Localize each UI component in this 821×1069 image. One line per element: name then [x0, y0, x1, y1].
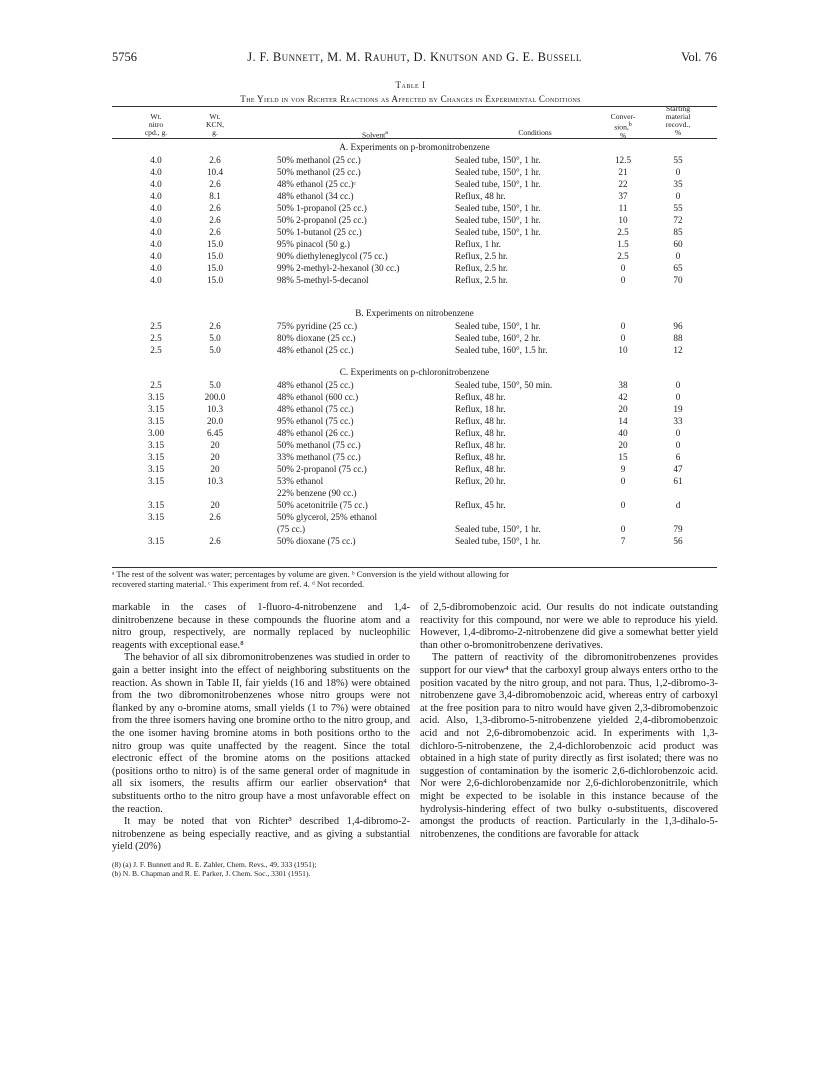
table-row [0, 464, 821, 476]
cell-solvent: 80% dioxane (25 cc.) [277, 333, 356, 343]
cell-conditions: Reflux, 48 hr. [455, 464, 506, 474]
section-title: A. Experiments on p-bromonitrobenzene [339, 142, 490, 152]
cell-solvent: 50% glycerol, 25% ethanol [277, 512, 378, 522]
table-row [0, 404, 821, 416]
table-title: The Yield in von Richter Reactions as Affected by Changes in Experimental Conditions [240, 94, 581, 104]
col-header-nitro: Wt. nitro cpd., g. [144, 112, 168, 137]
cell-recovered: 60 [673, 239, 683, 249]
cell-kcn: 20 [210, 452, 220, 462]
cell-conversion: 9 [620, 464, 626, 474]
cell-kcn: 20 [210, 440, 220, 450]
cell-recovered: 0 [675, 191, 681, 201]
cell-recovered: 12 [673, 345, 683, 355]
cell-nitro: 2.5 [150, 333, 162, 343]
cell-nitro: 4.0 [150, 191, 162, 201]
cell-nitro: 3.15 [147, 464, 165, 474]
cell-kcn: 5.0 [209, 345, 221, 355]
table-row [0, 191, 821, 203]
cell-conditions: Sealed tube, 150°, 1 hr. [455, 167, 541, 177]
table-row [0, 500, 821, 512]
table-row [0, 452, 821, 464]
cell-conditions: Reflux, 2.5 hr. [455, 263, 508, 273]
table-label: Table I [395, 80, 426, 90]
cell-kcn: 15.0 [206, 263, 224, 273]
cell-kcn: 2.6 [209, 227, 221, 237]
cell-nitro: 3.15 [147, 500, 165, 510]
cell-conditions: Reflux, 48 hr. [455, 416, 506, 426]
table-row [0, 227, 821, 239]
table-row [0, 524, 821, 536]
cell-recovered: 55 [673, 203, 683, 213]
cell-solvent: 48% ethanol (26 cc.) [277, 428, 354, 438]
cell-recovered: 19 [673, 404, 683, 414]
cell-conversion: 22 [618, 179, 628, 189]
table-row [0, 155, 821, 167]
cell-recovered: 70 [673, 275, 683, 285]
cell-kcn: 10.3 [206, 476, 224, 486]
cell-conversion: 0 [620, 476, 626, 486]
cell-conversion: 1.5 [617, 239, 629, 249]
cell-solvent: 50% methanol (75 cc.) [277, 440, 361, 450]
cell-conditions: Sealed tube, 150°, 1 hr. [455, 536, 541, 546]
cell-nitro: 4.0 [150, 227, 162, 237]
col-header-recovered: Starting material recovd., % [665, 104, 691, 137]
paragraph: The pattern of reactivity of the dibromonitrobenzenes provides support for our view⁴ that the carboxyl group always enters ortho to the position vacated by the nitro group, and not para. Thus, 1,2-dibromo-3-nitrobenzene gave 3,4-dibromobenzoic acid, whereas entry of carboxyl at the free position para to nitro would have given 2,3-dibromobenzoic acid. Also, 1,3-dibromo-5-nitrobenzene yielded 2,4-dibromobenzoic acid and not 2,6-dibromobenzoic acid. In experiments with 1,3-dichloro-5-nitrobenzene, the 2,4-dichlorobenzoic acid product was obtained in a high state of purity directly as first isolated; there was no suggestion of contamination by the isomeric 2,6-dichlorobenzoic acid. Nor were 2,6-dichlorobenzamide nor 2,6-dichlorobenzonitrile, which might be expected to be isolable in this instance because of the hydrolysis-hindering effect of two bulky o-substituents, discovered amongst the products of reaction. Particularly in the 1,3-dihalo-5-nitrobenzenes, the conditions are favorable for attack [420, 652, 718, 840]
cell-conversion: 10 [618, 345, 628, 355]
cell-conditions: Reflux, 48 hr. [455, 392, 506, 402]
cell-conditions: Sealed tube, 160°, 1.5 hr. [455, 345, 548, 355]
cell-solvent: 22% benzene (90 cc.) [277, 488, 357, 498]
volume-label: Vol. 76 [681, 50, 717, 64]
cell-conversion: 20 [618, 440, 628, 450]
cell-solvent: 75% pyridine (25 cc.) [277, 321, 358, 331]
header-rule [112, 138, 717, 139]
cell-kcn: 2.6 [209, 321, 221, 331]
cell-recovered: 55 [673, 155, 683, 165]
cell-conversion: 37 [618, 191, 628, 201]
paragraph: The behavior of all six dibromonitrobenzenes was studied in order to gain a better insight into the effect of neighboring substituents on the reaction. As shown in Table II, fair yields (16 and 18%) were obtained from the two dibromonitrobenzenes whose nitro groups were not flanked by any o-bromine atoms, small yields (1 to 7%) were obtained from the three isomers having one bromine ortho to the nitro group, and the one isomer having bromine atoms in both positions ortho to the nitro group was quite unaffected by the reagent. Since the total electronic effect of the bromine atoms on the positions attacked (positions ortho to nitro) is of the same general order of magnitude in all six isomers, the results affirm our earlier observation⁴ that substituents ortho to the nitro group have a most unfavorable effect on the reaction. [112, 652, 410, 815]
cell-nitro: 2.5 [150, 380, 162, 390]
cell-kcn: 8.1 [209, 191, 221, 201]
cell-solvent: 50% acetonitrile (75 cc.) [277, 500, 368, 510]
table-row [0, 345, 821, 357]
cell-conversion: 11 [618, 203, 628, 213]
cell-conditions: Reflux, 2.5 hr. [455, 275, 508, 285]
cell-nitro: 4.0 [150, 215, 162, 225]
cell-nitro: 3.15 [147, 476, 165, 486]
cell-conversion: 0 [620, 524, 626, 534]
cell-kcn: 6.45 [206, 428, 224, 438]
cell-solvent: 48% ethanol (75 cc.) [277, 404, 354, 414]
cell-solvent: 48% ethanol (25 cc.) [277, 345, 354, 355]
cell-recovered: d [675, 500, 681, 510]
cell-nitro: 4.0 [150, 275, 162, 285]
cell-recovered: 47 [673, 464, 683, 474]
cell-nitro: 4.0 [150, 251, 162, 261]
cell-recovered: 65 [673, 263, 683, 273]
table-row [0, 333, 821, 345]
cell-kcn: 2.6 [209, 215, 221, 225]
page-number: 5756 [112, 50, 137, 64]
cell-conversion: 42 [618, 392, 628, 402]
table-row [0, 275, 821, 287]
cell-conditions: Sealed tube, 150°, 1 hr. [455, 179, 541, 189]
cell-solvent: 95% ethanol (75 cc.) [277, 416, 354, 426]
cell-solvent: 95% pinacol (50 g.) [277, 239, 350, 249]
table-row [0, 167, 821, 179]
cell-solvent: 50% 1-propanol (25 cc.) [277, 203, 367, 213]
col-header-solvent: Solvent$^a$ [362, 130, 388, 140]
cell-nitro: 3.15 [147, 452, 165, 462]
cell-solvent: 48% ethanol (25 cc.) [277, 380, 354, 390]
cell-conversion: 14 [618, 416, 628, 426]
cell-nitro: 2.5 [150, 321, 162, 331]
author-line: J. F. Bunnett, M. M. Rauhut, D. Knutson and G. E. Bussell [247, 50, 582, 64]
cell-conditions: Sealed tube, 150°, 1 hr. [455, 215, 541, 225]
cell-conversion: 20 [618, 404, 628, 414]
cell-conditions: Reflux, 48 hr. [455, 440, 506, 450]
cell-conversion: 0 [620, 275, 626, 285]
cell-conditions: Reflux, 45 hr. [455, 500, 506, 510]
cell-recovered: 61 [673, 476, 683, 486]
cell-solvent: 50% dioxane (75 cc.) [277, 536, 356, 546]
cell-nitro: 4.0 [150, 263, 162, 273]
cell-conditions: Sealed tube, 150°, 1 hr. [455, 227, 541, 237]
cell-recovered: 0 [675, 440, 681, 450]
cell-conditions: Sealed tube, 150°, 1 hr. [455, 321, 541, 331]
cell-conditions: Reflux, 2.5 hr. [455, 251, 508, 261]
cell-recovered: 33 [673, 416, 683, 426]
col-header-conversion: Conver- sion,$^b$ % [610, 112, 636, 140]
cell-conversion: 2.5 [617, 251, 629, 261]
table-footnote-1: ᵃ The rest of the solvent was water; percentages by volume are given. ᵇ Conversion is the yield without allowing for [112, 569, 509, 579]
cell-conditions: Reflux, 48 hr. [455, 452, 506, 462]
cell-kcn: 2.6 [209, 155, 221, 165]
table-row [0, 536, 821, 548]
cell-nitro: 3.15 [147, 536, 165, 546]
cell-kcn: 20.0 [206, 416, 224, 426]
running-head [112, 50, 717, 68]
right-column [420, 602, 718, 841]
cell-solvent: 48% ethanol (34 cc.) [277, 191, 354, 201]
cell-conditions: Reflux, 18 hr. [455, 404, 506, 414]
cell-solvent: 50% methanol (25 cc.) [277, 155, 361, 165]
paragraph: of 2,5-dibromobenzoic acid. Our results do not indicate outstanding reactivity for this compound, nor were we able to reproduce his yield. However, 1,4-dibromo-2-nitrobenzene did give a somewhat better yield than other o-bromonitrobenzene derivatives. [420, 602, 718, 651]
cell-conversion: 10 [618, 215, 628, 225]
cell-conversion: 12.5 [614, 155, 632, 165]
cell-nitro: 4.0 [150, 155, 162, 165]
cell-recovered: 0 [675, 251, 681, 261]
cell-nitro: 3.15 [147, 404, 165, 414]
table-row [0, 476, 821, 488]
cell-solvent: 50% 2-propanol (25 cc.) [277, 215, 367, 225]
cell-kcn: 200.0 [204, 392, 226, 402]
section-title: C. Experiments on p-chloronitrobenzene [339, 367, 490, 377]
cell-conversion: 7 [620, 536, 626, 546]
cell-recovered: 35 [673, 179, 683, 189]
cell-conditions: Reflux, 1 hr. [455, 239, 501, 249]
cell-conversion: 0 [620, 321, 626, 331]
table-row [0, 380, 821, 392]
cell-conversion: 15 [618, 452, 628, 462]
cell-kcn: 2.6 [209, 512, 221, 522]
table-row [0, 512, 821, 524]
cell-kcn: 20 [210, 500, 220, 510]
cell-solvent: 48% ethanol (600 cc.) [277, 392, 359, 402]
table-row [0, 428, 821, 440]
cell-conditions: Sealed tube, 150°, 1 hr. [455, 524, 541, 534]
cell-nitro: 2.5 [150, 345, 162, 355]
cell-recovered: 0 [675, 428, 681, 438]
cell-recovered: 72 [673, 215, 683, 225]
table-row [0, 392, 821, 404]
cell-kcn: 10.4 [206, 167, 224, 177]
cell-conversion: 2.5 [617, 227, 629, 237]
cell-solvent: 33% methanol (75 cc.) [277, 452, 361, 462]
cell-conversion: 0 [620, 333, 626, 343]
cell-recovered: 85 [673, 227, 683, 237]
cell-solvent: 48% ethanol (25 cc.)ᶜ [277, 179, 356, 189]
cell-solvent: 98% 5-methyl-5-decanol [277, 275, 369, 285]
cell-conditions: Sealed tube, 160°, 2 hr. [455, 333, 541, 343]
cell-recovered: 56 [673, 536, 683, 546]
cell-nitro: 3.15 [147, 512, 165, 522]
reference-footnote: (8) (a) J. F. Bunnett and R. E. Zahler, Chem. Revs., 49, 333 (1951); (b) N. B. Chapman and R. E. Parker, J. Chem. Soc., 3301 (1951). [112, 859, 317, 879]
cell-nitro: 3.00 [147, 428, 165, 438]
table-row [0, 321, 821, 333]
cell-conditions: Reflux, 48 hr. [455, 428, 506, 438]
col-header-conditions: Conditions [518, 128, 552, 137]
table-row [0, 440, 821, 452]
cell-recovered: 6 [675, 452, 681, 462]
cell-solvent: 90% diethyleneglycol (75 cc.) [277, 251, 388, 261]
cell-recovered: 88 [673, 333, 683, 343]
cell-nitro: 3.15 [147, 392, 165, 402]
cell-kcn: 2.6 [209, 179, 221, 189]
col-header-kcn: Wt. KCN, g. [206, 112, 224, 137]
table-row [0, 215, 821, 227]
paragraph: It may be noted that von Richter³ described 1,4-dibromo-2-nitrobenzene as being especially reactive, and as giving a substantial yield (20%) [112, 816, 410, 853]
cell-solvent: 50% 2-propanol (75 cc.) [277, 464, 367, 474]
table-row [0, 488, 821, 500]
table-row [0, 203, 821, 215]
cell-recovered: 96 [673, 321, 683, 331]
cell-kcn: 15.0 [206, 239, 224, 249]
cell-solvent: 99% 2-methyl-2-hexanol (30 cc.) [277, 263, 400, 273]
table-top-rule [112, 106, 717, 107]
cell-kcn: 15.0 [206, 275, 224, 285]
cell-solvent: 50% 1-butanol (25 cc.) [277, 227, 362, 237]
cell-solvent: (75 cc.) [277, 524, 306, 534]
cell-kcn: 5.0 [209, 380, 221, 390]
cell-recovered: 0 [675, 392, 681, 402]
cell-nitro: 3.15 [147, 440, 165, 450]
cell-kcn: 20 [210, 464, 220, 474]
cell-conditions: Sealed tube, 150°, 50 min. [455, 380, 553, 390]
cell-kcn: 5.0 [209, 333, 221, 343]
cell-conversion: 21 [618, 167, 628, 177]
cell-nitro: 4.0 [150, 203, 162, 213]
cell-recovered: 79 [673, 524, 683, 534]
table-footnote-2: recovered starting material. ᶜ This experiment from ref. 4. ᵈ Not recorded. [112, 579, 365, 589]
cell-kcn: 2.6 [209, 536, 221, 546]
cell-conditions: Sealed tube, 150°, 1 hr. [455, 203, 541, 213]
cell-nitro: 4.0 [150, 179, 162, 189]
cell-recovered: 0 [675, 167, 681, 177]
cell-nitro: 3.15 [147, 416, 165, 426]
left-column [112, 602, 410, 879]
table-row [0, 179, 821, 191]
cell-conditions: Sealed tube, 150°, 1 hr. [455, 155, 541, 165]
cell-conversion: 38 [618, 380, 628, 390]
cell-conditions: Reflux, 48 hr. [455, 191, 506, 201]
table-row [0, 263, 821, 275]
table-row [0, 251, 821, 263]
cell-solvent: 53% ethanol [277, 476, 324, 486]
cell-conversion: 40 [618, 428, 628, 438]
cell-nitro: 4.0 [150, 167, 162, 177]
paragraph: markable in the cases of 1-fluoro-4-nitrobenzene and 1,4-dinitrobenzene because in these compounds the fluorine atom and a nitro group, respectively, are normally replaced by nucleophilic reagents with exceptional ease.⁸ [112, 602, 410, 651]
section-title: B. Experiments on nitrobenzene [355, 308, 474, 318]
cell-kcn: 10.3 [206, 404, 224, 414]
cell-conversion: 0 [620, 263, 626, 273]
cell-recovered: 0 [675, 380, 681, 390]
table-row [0, 416, 821, 428]
cell-kcn: 2.6 [209, 203, 221, 213]
cell-kcn: 15.0 [206, 251, 224, 261]
cell-conditions: Reflux, 20 hr. [455, 476, 506, 486]
cell-conversion: 0 [620, 500, 626, 510]
table-row [0, 239, 821, 251]
cell-nitro: 4.0 [150, 239, 162, 249]
table-bottom-rule [112, 567, 717, 568]
cell-solvent: 50% methanol (25 cc.) [277, 167, 361, 177]
